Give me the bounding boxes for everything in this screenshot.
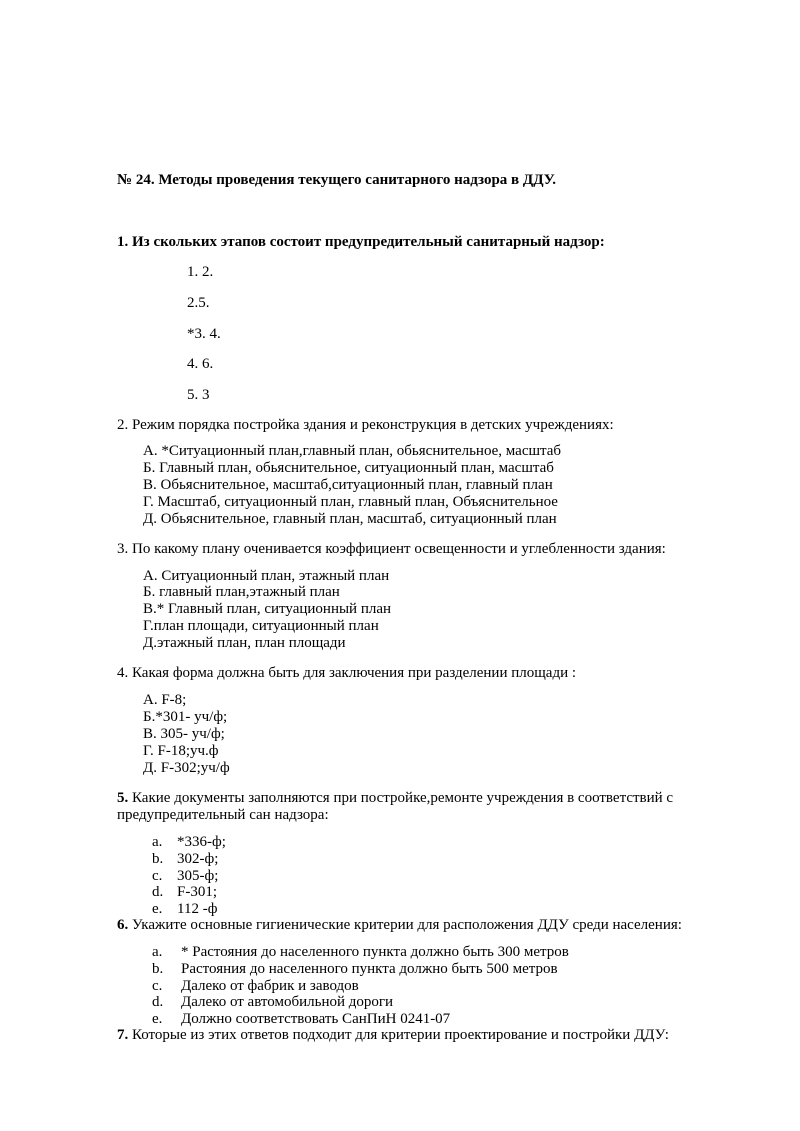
q1-option-3: *3. 4. bbox=[187, 326, 221, 342]
q6-option-b: Растояния до населенного пункта должно быть 500 метров bbox=[181, 961, 558, 977]
q2-option-c: В. Обьяснительное, масштаб,ситуационный план, главный план bbox=[143, 477, 553, 493]
q5-marker-b: b. bbox=[152, 851, 164, 867]
q7-text: Которые из этих ответов подходит для критерии проектирование и постройки ДДУ: bbox=[128, 1027, 669, 1043]
q5-marker-a: a. bbox=[152, 834, 163, 850]
q6-option-e: Должно соответствовать СанПиН 0241-07 bbox=[181, 1011, 451, 1027]
q3-option-c: В.* Главный план, ситуационный план bbox=[143, 601, 392, 617]
q6-marker-b: b. bbox=[152, 961, 164, 977]
question-4: 4. Какая форма должна быть для заключения при разделении площади : bbox=[117, 665, 577, 681]
q6-option-a: * Растояния до населенного пункта должно быть 300 метров bbox=[181, 944, 569, 960]
q5-marker-d: d. bbox=[152, 884, 164, 900]
q3-option-b: Б. главный план,этажный план bbox=[143, 584, 340, 600]
q1-option-4: 4. 6. bbox=[187, 356, 214, 372]
question-2: 2. Режим порядка постройка здания и реконструкция в детских учреждениях: bbox=[117, 417, 614, 433]
q5-text-line2: предупредительный сан надзора: bbox=[117, 807, 329, 823]
q5-option-e: 112 -ф bbox=[177, 901, 218, 917]
document-title: № 24. Методы проведения текущего санитарного надзора в ДДУ. bbox=[117, 172, 557, 188]
question-3: 3. По какому плану оченивается коэффициент освещенности и углебленности здания: bbox=[117, 541, 666, 557]
q5-text-line1: Какие документы заполняются при постройке,ремонте учреждения в соответствий с bbox=[128, 790, 674, 806]
q6-number: 6. bbox=[117, 917, 129, 933]
q6-marker-d: d. bbox=[152, 994, 164, 1010]
q1-option-1: 1. 2. bbox=[187, 264, 214, 280]
question-7 bbox=[117, 1027, 669, 1044]
q2-option-d: Г. Масштаб, ситуационный план, главный план, Объяснительное bbox=[143, 494, 558, 510]
q6-text: Укажите основные гигиенические критерии для расположения ДДУ среди населения: bbox=[128, 917, 682, 933]
q5-option-c: 305-ф; bbox=[177, 868, 219, 884]
q6-marker-a: a. bbox=[152, 944, 163, 960]
q5-option-a: *336-ф; bbox=[177, 834, 226, 850]
question-6 bbox=[117, 917, 682, 934]
q5-marker-e: e. bbox=[152, 901, 163, 917]
q3-option-a: А. Ситуационный план, этажный план bbox=[143, 568, 390, 584]
q7-number: 7. bbox=[117, 1027, 129, 1043]
q2-option-a: А. *Ситуационный план,главный план, обьяснительное, масштаб bbox=[143, 443, 562, 459]
q5-marker-c: c. bbox=[152, 868, 163, 884]
q6-option-d: Далеко от автомобильной дороги bbox=[181, 994, 394, 1010]
q2-option-b: Б. Главный план, обьяснительное, ситуационный план, масштаб bbox=[143, 460, 554, 476]
q2-option-e: Д. Обьяснительное, главный план, масштаб, ситуационный план bbox=[143, 511, 557, 527]
q1-option-5: 5. 3 bbox=[187, 387, 210, 403]
q5-number: 5. bbox=[117, 790, 129, 806]
q6-marker-c: c. bbox=[152, 978, 163, 994]
q5-option-b: 302-ф; bbox=[177, 851, 219, 867]
q1-option-2: 2.5. bbox=[187, 295, 210, 311]
q4-option-a: А. F-8; bbox=[143, 692, 187, 708]
q3-option-d: Г.план площади, ситуационный план bbox=[143, 618, 379, 634]
q4-option-d: Г. F-18;уч.ф bbox=[143, 743, 219, 759]
q4-option-e: Д. F-302;уч/ф bbox=[143, 760, 230, 776]
q5-option-d: F-301; bbox=[177, 884, 218, 900]
q6-option-c: Далеко от фабрик и заводов bbox=[181, 978, 359, 994]
q4-option-c: В. 305- уч/ф; bbox=[143, 726, 225, 742]
q6-marker-e: e. bbox=[152, 1011, 163, 1027]
question-5 bbox=[117, 790, 673, 807]
question-1: 1. Из скольких этапов состоит предупредительный санитарный надзор: bbox=[117, 234, 605, 250]
q3-option-e: Д.этажный план, план площади bbox=[143, 635, 346, 651]
q4-option-b: Б.*301- уч/ф; bbox=[143, 709, 228, 725]
